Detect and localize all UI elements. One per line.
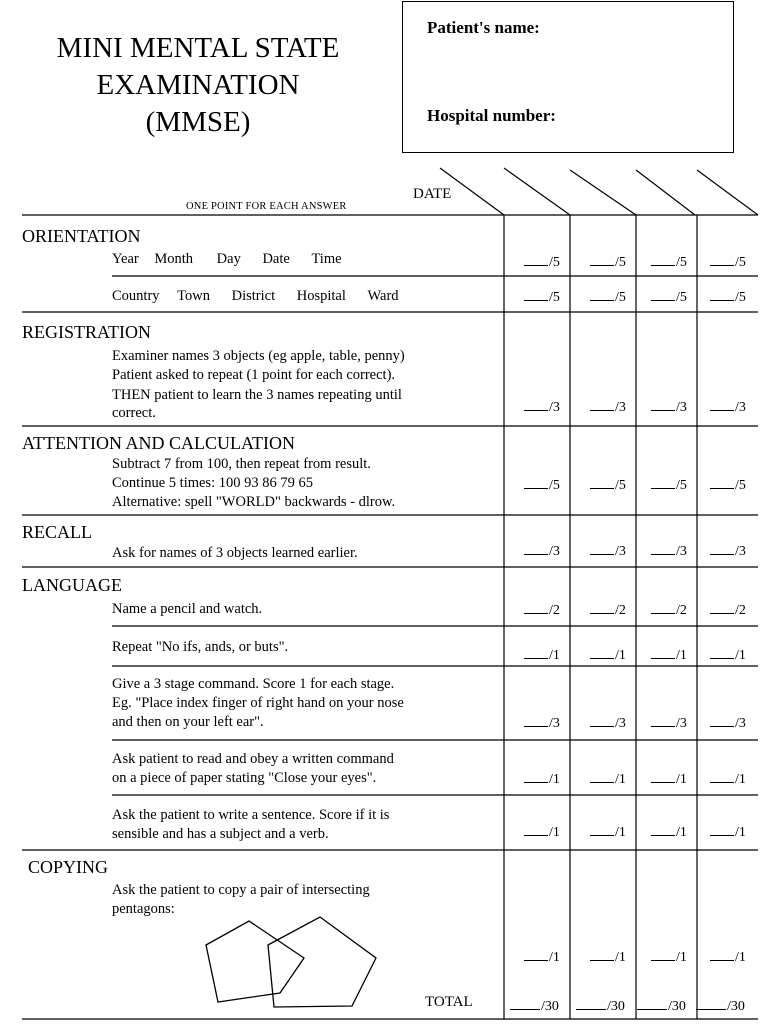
score-blank-recall-col-3[interactable] <box>651 542 687 560</box>
score-underline[interactable] <box>651 476 675 489</box>
score-blank-attention-col-1[interactable] <box>524 476 560 494</box>
score-max-label: /1 <box>676 950 687 965</box>
score-underline[interactable] <box>590 288 614 301</box>
score-blank-lang-write-col-4[interactable] <box>710 823 746 841</box>
score-max-label: /30 <box>727 999 745 1014</box>
score-max-label: /5 <box>676 255 687 270</box>
section-attention: ATTENTION AND CALCULATION <box>22 433 295 453</box>
score-max-label: /5 <box>549 255 560 270</box>
score-blank-orient-time-col-4[interactable] <box>710 253 746 271</box>
score-underline[interactable] <box>651 398 675 411</box>
score-underline[interactable] <box>590 398 614 411</box>
item-date: Date <box>262 251 290 267</box>
score-underline[interactable] <box>651 646 675 659</box>
score-underline[interactable] <box>524 948 548 961</box>
score-underline[interactable] <box>524 253 548 266</box>
score-underline[interactable] <box>590 542 614 555</box>
score-underline[interactable] <box>710 288 734 301</box>
score-blank-recall-col-4[interactable] <box>710 542 746 560</box>
score-max-label: /1 <box>676 648 687 663</box>
section-registration: REGISTRATION <box>22 322 151 342</box>
language-repeat-line: Repeat "No ifs, ands, or buts". <box>112 639 289 655</box>
score-underline[interactable] <box>651 542 675 555</box>
score-blank-lang-name-col-2[interactable] <box>590 601 626 619</box>
score-max-label: /5 <box>676 290 687 305</box>
score-blank-lang-command-col-1[interactable] <box>524 714 560 732</box>
score-underline[interactable] <box>524 601 548 614</box>
hospital-number-label: Hospital number: <box>427 106 556 125</box>
score-blank-orient-time-col-2[interactable] <box>590 253 626 271</box>
score-underline[interactable] <box>651 714 675 727</box>
score-max-label: /3 <box>549 400 560 415</box>
score-max-label: /3 <box>549 716 560 731</box>
score-blank-attention-col-4[interactable] <box>710 476 746 494</box>
score-underline[interactable] <box>524 542 548 555</box>
item-hospital: Hospital <box>296 288 346 304</box>
score-max-label: /1 <box>676 825 687 840</box>
language-read-line-2: on a piece of paper stating "Close your eyes". <box>112 770 377 786</box>
score-max-label: /2 <box>549 603 560 618</box>
score-max-label: /1 <box>549 648 560 663</box>
score-blank-total-col-4[interactable] <box>696 997 745 1015</box>
section-orientation: ORIENTATION <box>22 226 141 246</box>
score-max-label: /1 <box>735 825 746 840</box>
score-max-label: /2 <box>735 603 746 618</box>
registration-line-2: Patient asked to repeat (1 point for each correct). <box>112 367 396 383</box>
score-max-label: /1 <box>735 648 746 663</box>
score-underline[interactable] <box>524 398 548 411</box>
score-max-label: /1 <box>549 950 560 965</box>
score-blank-orient-place-col-2[interactable] <box>590 288 626 306</box>
score-blank-lang-read-col-1[interactable] <box>524 770 560 788</box>
score-blank-lang-name-col-3[interactable] <box>651 601 687 619</box>
score-underline[interactable] <box>576 997 606 1010</box>
score-underline[interactable] <box>710 646 734 659</box>
score-max-label: /1 <box>735 950 746 965</box>
form-title-line-3: (MMSE) <box>145 106 251 138</box>
section-recall: RECALL <box>22 522 92 542</box>
score-max-label: /1 <box>615 648 626 663</box>
score-blank-lang-write-col-3[interactable] <box>651 823 687 841</box>
score-blank-orient-time-col-1[interactable] <box>524 253 560 271</box>
score-blank-lang-write-col-1[interactable] <box>524 823 560 841</box>
score-max-label: /1 <box>615 772 626 787</box>
score-underline[interactable] <box>710 476 734 489</box>
score-underline[interactable] <box>651 770 675 783</box>
score-blank-registration-col-1[interactable] <box>524 398 560 416</box>
one-point-note: ONE POINT FOR EACH ANSWER <box>186 201 347 212</box>
score-blank-recall-col-1[interactable] <box>524 542 560 560</box>
score-blank-lang-repeat-col-1[interactable] <box>524 646 560 664</box>
score-underline[interactable] <box>590 646 614 659</box>
form-title-line-1: MINI MENTAL STATE <box>56 32 340 64</box>
score-underline[interactable] <box>590 476 614 489</box>
total-label: TOTAL <box>425 994 473 1010</box>
score-max-label: /3 <box>676 400 687 415</box>
item-time: Time <box>311 251 342 267</box>
orientation-time-items <box>112 250 342 269</box>
item-year: Year <box>112 251 139 267</box>
language-command-line-3: and then on your left ear". <box>112 714 264 730</box>
score-max-label: /3 <box>735 716 746 731</box>
score-blank-lang-name-col-4[interactable] <box>710 601 746 619</box>
score-underline[interactable] <box>590 601 614 614</box>
section-language: LANGUAGE <box>22 575 122 595</box>
score-max-label: /1 <box>615 950 626 965</box>
score-max-label: /1 <box>735 772 746 787</box>
score-underline[interactable] <box>710 823 734 836</box>
score-underline[interactable] <box>710 253 734 266</box>
section-copying: COPYING <box>28 857 109 877</box>
language-read-line-1: Ask patient to read and obey a written command <box>112 751 394 767</box>
score-underline[interactable] <box>524 476 548 489</box>
registration-line-4: correct. <box>112 405 156 421</box>
score-underline[interactable] <box>590 253 614 266</box>
score-underline[interactable] <box>710 601 734 614</box>
attention-line-3: Alternative: spell "WORLD" backwards - dlrow. <box>112 494 396 510</box>
score-blank-registration-col-3[interactable] <box>651 398 687 416</box>
score-blank-copying-col-1[interactable] <box>524 948 560 966</box>
score-max-label: /5 <box>676 478 687 493</box>
score-max-label: /30 <box>607 999 625 1014</box>
score-underline[interactable] <box>524 288 548 301</box>
score-underline[interactable] <box>710 398 734 411</box>
score-max-label: /3 <box>549 544 560 559</box>
score-blank-recall-col-2[interactable] <box>590 542 626 560</box>
score-underline[interactable] <box>637 997 667 1010</box>
item-town: Town <box>177 288 210 304</box>
score-max-label: /5 <box>615 478 626 493</box>
score-blank-lang-repeat-col-2[interactable] <box>590 646 626 664</box>
score-max-label: /3 <box>735 400 746 415</box>
item-day: Day <box>216 251 241 267</box>
score-blank-orient-time-col-3[interactable] <box>651 253 687 271</box>
score-max-label: /1 <box>549 825 560 840</box>
score-blank-orient-place-col-1[interactable] <box>524 288 560 306</box>
score-blank-copying-col-4[interactable] <box>710 948 746 966</box>
score-blank-copying-col-3[interactable] <box>651 948 687 966</box>
date-diagonal-3 <box>570 170 636 215</box>
date-diagonal-5 <box>697 170 758 215</box>
score-blank-orient-place-col-3[interactable] <box>651 288 687 306</box>
score-underline[interactable] <box>590 823 614 836</box>
score-max-label: /1 <box>549 772 560 787</box>
score-max-label: /5 <box>735 478 746 493</box>
recall-line: Ask for names of 3 objects learned earlier. <box>112 545 358 561</box>
score-max-label: /3 <box>735 544 746 559</box>
score-max-label: /3 <box>615 400 626 415</box>
score-max-label: /2 <box>676 603 687 618</box>
score-max-label: /3 <box>676 544 687 559</box>
score-max-label: /5 <box>615 255 626 270</box>
score-max-label: /1 <box>676 772 687 787</box>
language-write-line-1: Ask the patient to write a sentence. Score if it is <box>112 807 390 823</box>
patient-name-label: Patient's name: <box>427 18 540 37</box>
patient-info-box[interactable] <box>402 1 734 153</box>
score-underline[interactable] <box>710 770 734 783</box>
form-title-line-2: EXAMINATION <box>96 69 300 101</box>
date-diagonal-2 <box>504 168 570 215</box>
score-underline[interactable] <box>524 714 548 727</box>
score-underline[interactable] <box>710 542 734 555</box>
score-blank-total-col-3[interactable] <box>637 997 686 1015</box>
item-ward: Ward <box>367 288 399 304</box>
score-underline[interactable] <box>710 948 734 961</box>
registration-line-1: Examiner names 3 objects (eg apple, table, penny) <box>112 348 405 364</box>
score-max-label: /30 <box>541 999 559 1014</box>
score-underline[interactable] <box>510 997 540 1010</box>
score-underline[interactable] <box>590 714 614 727</box>
score-blank-lang-read-col-3[interactable] <box>651 770 687 788</box>
score-blank-lang-command-col-4[interactable] <box>710 714 746 732</box>
score-blank-lang-read-col-4[interactable] <box>710 770 746 788</box>
score-max-label: /3 <box>615 544 626 559</box>
score-underline[interactable] <box>651 948 675 961</box>
attention-line-1: Subtract 7 from 100, then repeat from result. <box>112 456 371 472</box>
registration-line-3: THEN patient to learn the 3 names repeating until <box>112 387 402 403</box>
score-blank-attention-col-2[interactable] <box>590 476 626 494</box>
language-name-line: Name a pencil and watch. <box>112 601 263 617</box>
score-blank-lang-command-col-3[interactable] <box>651 714 687 732</box>
score-underline[interactable] <box>590 770 614 783</box>
score-blank-total-col-2[interactable] <box>576 997 625 1015</box>
language-command-line-1: Give a 3 stage command. Score 1 for each stage. <box>112 676 395 692</box>
score-max-label: /5 <box>735 290 746 305</box>
score-max-label: /3 <box>615 716 626 731</box>
score-underline[interactable] <box>524 770 548 783</box>
score-blank-registration-col-4[interactable] <box>710 398 746 416</box>
score-blank-copying-col-2[interactable] <box>590 948 626 966</box>
language-command-line-2: Eg. "Place index finger of right hand on your nose <box>112 695 404 711</box>
copying-line-2: pentagons: <box>112 901 175 917</box>
score-blank-lang-name-col-1[interactable] <box>524 601 560 619</box>
item-district: District <box>231 288 276 304</box>
score-underline[interactable] <box>651 288 675 301</box>
score-blank-lang-repeat-col-3[interactable] <box>651 646 687 664</box>
item-month: Month <box>154 251 194 267</box>
score-max-label: /5 <box>549 478 560 493</box>
score-underline[interactable] <box>651 823 675 836</box>
score-underline[interactable] <box>651 253 675 266</box>
score-blank-lang-command-col-2[interactable] <box>590 714 626 732</box>
score-max-label: /5 <box>735 255 746 270</box>
score-blank-lang-read-col-2[interactable] <box>590 770 626 788</box>
intersecting-pentagons <box>206 917 376 1007</box>
score-blank-orient-place-col-4[interactable] <box>710 288 746 306</box>
score-max-label: /1 <box>615 825 626 840</box>
score-underline[interactable] <box>710 714 734 727</box>
copying-line-1: Ask the patient to copy a pair of intersecting <box>112 882 370 898</box>
score-max-label: /3 <box>676 716 687 731</box>
score-max-label: /5 <box>615 290 626 305</box>
score-blank-registration-col-2[interactable] <box>590 398 626 416</box>
score-underline[interactable] <box>696 997 726 1010</box>
score-max-label: /30 <box>668 999 686 1014</box>
score-max-label: /5 <box>549 290 560 305</box>
attention-line-2: Continue 5 times: 100 93 86 79 65 <box>112 475 313 491</box>
score-blank-lang-write-col-2[interactable] <box>590 823 626 841</box>
language-write-line-2: sensible and has a subject and a verb. <box>112 826 329 842</box>
score-blank-attention-col-3[interactable] <box>651 476 687 494</box>
score-underline[interactable] <box>590 948 614 961</box>
date-diagonal-4 <box>636 170 695 215</box>
score-underline[interactable] <box>651 601 675 614</box>
score-blank-total-col-1[interactable] <box>510 997 559 1015</box>
orientation-place-items <box>112 287 399 306</box>
item-country: Country <box>112 288 160 304</box>
score-underline[interactable] <box>524 823 548 836</box>
date-header: DATE <box>413 186 452 202</box>
score-max-label: /2 <box>615 603 626 618</box>
score-blank-lang-repeat-col-4[interactable] <box>710 646 746 664</box>
score-underline[interactable] <box>524 646 548 659</box>
